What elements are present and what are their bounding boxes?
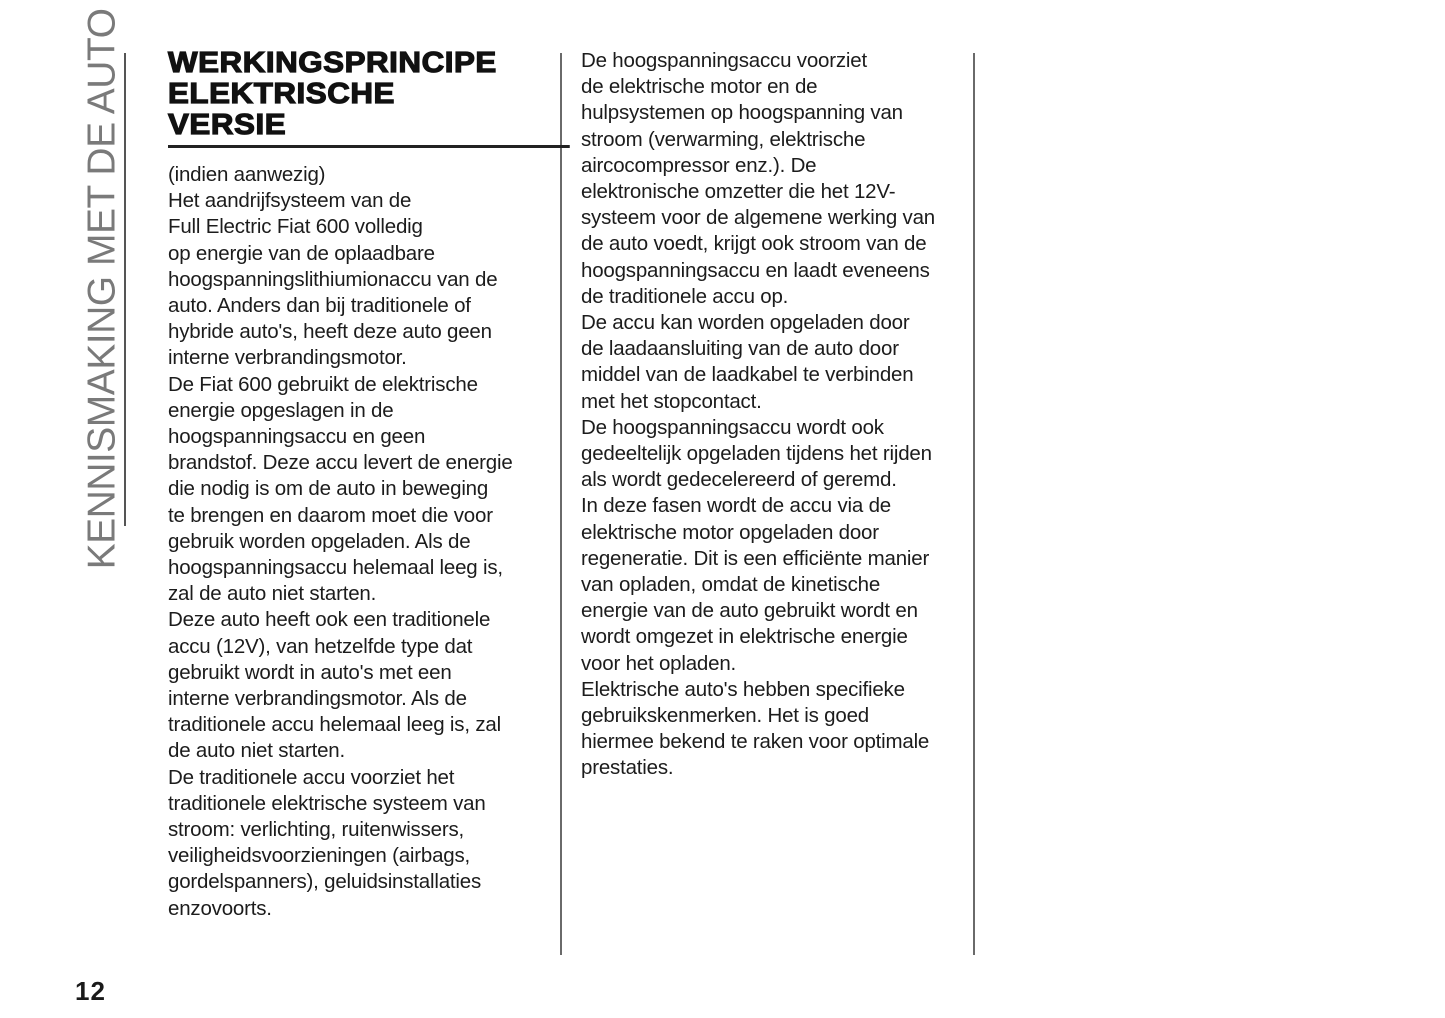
text-line: De Fiat 600 gebruikt de elektrische [168, 372, 478, 396]
text-line: De hoogspanningsaccu wordt ook [581, 415, 884, 439]
text-line: de auto voedt, krijgt ook stroom van de [581, 232, 927, 256]
text-line: Deze auto heeft ook een traditionele [168, 608, 491, 632]
text-line: auto. Anders dan bij traditionele of [168, 294, 471, 318]
text-line: elektrische motor opgeladen door [581, 520, 879, 544]
text-line: Elektrische auto's hebben specifieke [581, 677, 905, 701]
page-number: 12 [75, 976, 106, 1006]
text-line: prestaties. [581, 756, 674, 780]
column-2-text [581, 48, 966, 782]
page-title [168, 48, 570, 148]
section-title-text: KENNISMAKING MET DE AUTO [80, 8, 123, 570]
text-line: de elektrische motor en de [581, 75, 818, 99]
text-line: gedeeltelijk opgeladen tijdens het rijden [581, 442, 932, 466]
text-line: hoogspanningsaccu en geen [168, 425, 426, 449]
text-line: gebruikskenmerken. Het is goed [581, 704, 869, 728]
text-line: hybride auto's, heeft deze auto geen [168, 320, 492, 344]
column-divider-2 [973, 53, 975, 955]
text-line: In deze fasen wordt de accu via de [581, 494, 892, 518]
text-line: wordt omgezet in elektrische energie [581, 625, 908, 649]
text-line: Full Electric Fiat 600 volledig [168, 215, 423, 239]
text-line: De hoogspanningsaccu voorziet [581, 49, 867, 72]
text-line: interne verbrandingsmotor. [168, 346, 407, 370]
text-line: gebruikt wordt in auto's met een [168, 660, 452, 684]
text-line: met het stopcontact. [581, 389, 762, 413]
text-line: aircocompressor enz.). De [581, 153, 817, 177]
text-line: traditionele elektrische systeem van [168, 791, 486, 815]
text-line: accu (12V), van hetzelfde type dat [168, 634, 473, 658]
text-line: enzovoorts. [168, 896, 272, 920]
page-title-line: WERKINGSPRINCIPE [168, 47, 497, 79]
page-title-line: ELEKTRISCHE [168, 78, 395, 110]
text-line: Het aandrijfsysteem van de [168, 189, 412, 213]
sidebar-divider [124, 53, 126, 526]
text-line: De accu kan worden opgeladen door [581, 311, 910, 335]
text-line: regeneratie. Dit is een efficiënte manier [581, 546, 930, 570]
text-line: de traditionele accu op. [581, 284, 789, 308]
text-line: brandstof. Deze accu levert de energie [168, 451, 513, 475]
text-line: van opladen, omdat de kinetische [581, 573, 881, 597]
section-title-vertical [80, 8, 123, 570]
text-line: hoogspanningslithiumionaccu van de [168, 267, 498, 291]
article-column-1 [168, 48, 548, 922]
text-line: traditionele accu helemaal leeg is, zal [168, 713, 501, 737]
text-line: elektronische omzetter die het 12V- [581, 180, 896, 204]
text-line: hoogspanningsaccu helemaal leeg is, [168, 556, 503, 580]
text-line: hulpsystemen op hoogspanning van [581, 101, 903, 125]
column-1-text [168, 162, 548, 922]
text-line: de laadaansluiting van de auto door [581, 337, 899, 361]
article-column-2 [581, 48, 966, 782]
text-line: interne verbrandingsmotor. Als de [168, 687, 467, 711]
text-line: systeem voor de algemene werking van [581, 206, 936, 230]
text-line: veiligheidsvoorzieningen (airbags, [168, 844, 471, 868]
text-line: energie van de auto gebruikt wordt en [581, 599, 918, 623]
text-line: (indien aanwezig) [168, 163, 326, 186]
text-line: gebruik worden opgeladen. Als de [168, 529, 471, 553]
text-line: gordelspanners), geluidsinstallaties [168, 870, 482, 894]
text-line: energie opgeslagen in de [168, 398, 394, 422]
text-line: De traditionele accu voorziet het [168, 765, 455, 789]
text-line: die nodig is om de auto in beweging [168, 477, 489, 501]
text-line: stroom (verwarming, elektrische [581, 127, 866, 151]
text-line: middel van de laadkabel te verbinden [581, 363, 914, 387]
page-title-line: VERSIE [168, 109, 287, 141]
column-divider-1 [560, 53, 562, 955]
text-line: hoogspanningsaccu en laadt eveneens [581, 258, 930, 282]
text-line: voor het opladen. [581, 651, 737, 675]
text-line: als wordt gedecelereerd of geremd. [581, 468, 897, 492]
text-line: de auto niet starten. [168, 739, 346, 763]
text-line: te brengen en daarom moet die voor [168, 503, 493, 527]
text-line: stroom: verlichting, ruitenwissers, [168, 818, 465, 842]
text-line: zal de auto niet starten. [168, 582, 377, 606]
text-line: op energie van de oplaadbare [168, 241, 435, 265]
text-line: hiermee bekend te raken voor optimale [581, 730, 930, 754]
